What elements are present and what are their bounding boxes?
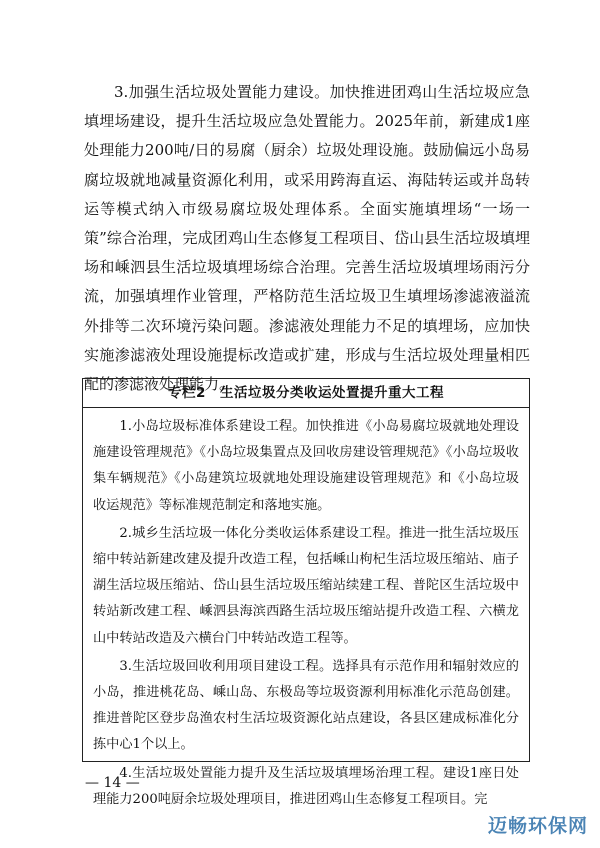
watermark-logo: 迈畅环保网 — [487, 815, 588, 837]
box-item-2: 2.城乡生活垃圾一体化分类收运体系建设工程。推进一批生活垃圾压缩中转站新建改建及提升改造工程，包括嵊山枸杞生活垃圾压缩站、庙子湖生活垃圾压缩站、岱山县生活垃圾压缩站续建工程、普陀区生活垃圾中转站新改建工程、嵊泗县海滨西路生活垃圾压缩站提升改造工程、六横龙山中转站改造及六横台门中转站改造工程等。 — [93, 525, 519, 646]
main-paragraph: 3.加强生活垃圾处置能力建设。加快推进团鸡山生活垃圾应急填埋场建设，提升生活垃圾应急处置能力。2025年前，新建成1座处理能力200吨/日的易腐（厨余）垃圾处理设施。鼓励偏远小岛易腐垃圾就地减量资源化利用，或采用跨海直运、海陆转运或并岛转运等模式纳入市级易腐垃圾处理体系。全面实施填埋场“一场一策”综合治理，完成团鸡山生态修复工程项目、岱山县生活垃圾填埋场和嵊泗县生活垃圾填埋场综合治理。完善生活垃圾填埋场雨污分流，加强填埋作业管理，严格防范生活垃圾卫生填埋场渗滤液溢流外排等二次环境污染问题。渗滤液处理能力不足的填埋场，应加快实施渗滤液处理设施提标改造或扩建，形成与生活垃圾处理量相匹配的渗滤液处理能力。 — [84, 83, 530, 394]
page-number: — 14 — — [85, 775, 140, 791]
box-item-1: 1.小岛垃圾标准体系建设工程。加快推进《小岛易腐垃圾就地处理设施建设管理规范》《小岛垃圾集置点及回收房建设管理规范》《小岛垃圾收集车辆规范》《小岛建筑垃圾就地处理设施建设管理规范》和《小岛垃圾收运规范》等标准规范制定和落地实施。 — [93, 419, 519, 513]
box-title: 专栏2 生活垃圾分类收运处置提升重大工程 — [83, 379, 529, 408]
box-body — [83, 408, 529, 813]
box-item-3: 3.生活垃圾回收利用项目建设工程。选择具有示范作用和辐射效应的小岛，推进桃花岛、嵊山岛、东极岛等垃圾资源利用标准化示范岛创建。推进普陀区登步岛渔农村生活垃圾资源化站点建设，各县区建成标准化分拣中心1个以上。 — [93, 658, 519, 753]
box-item-4: 4.生活垃圾处置能力提升及生活垃圾填埋场治理工程。建设1座日处理能力200吨厨余垃圾处理项目，推进团鸡山生态修复工程项目。完 — [93, 765, 519, 807]
